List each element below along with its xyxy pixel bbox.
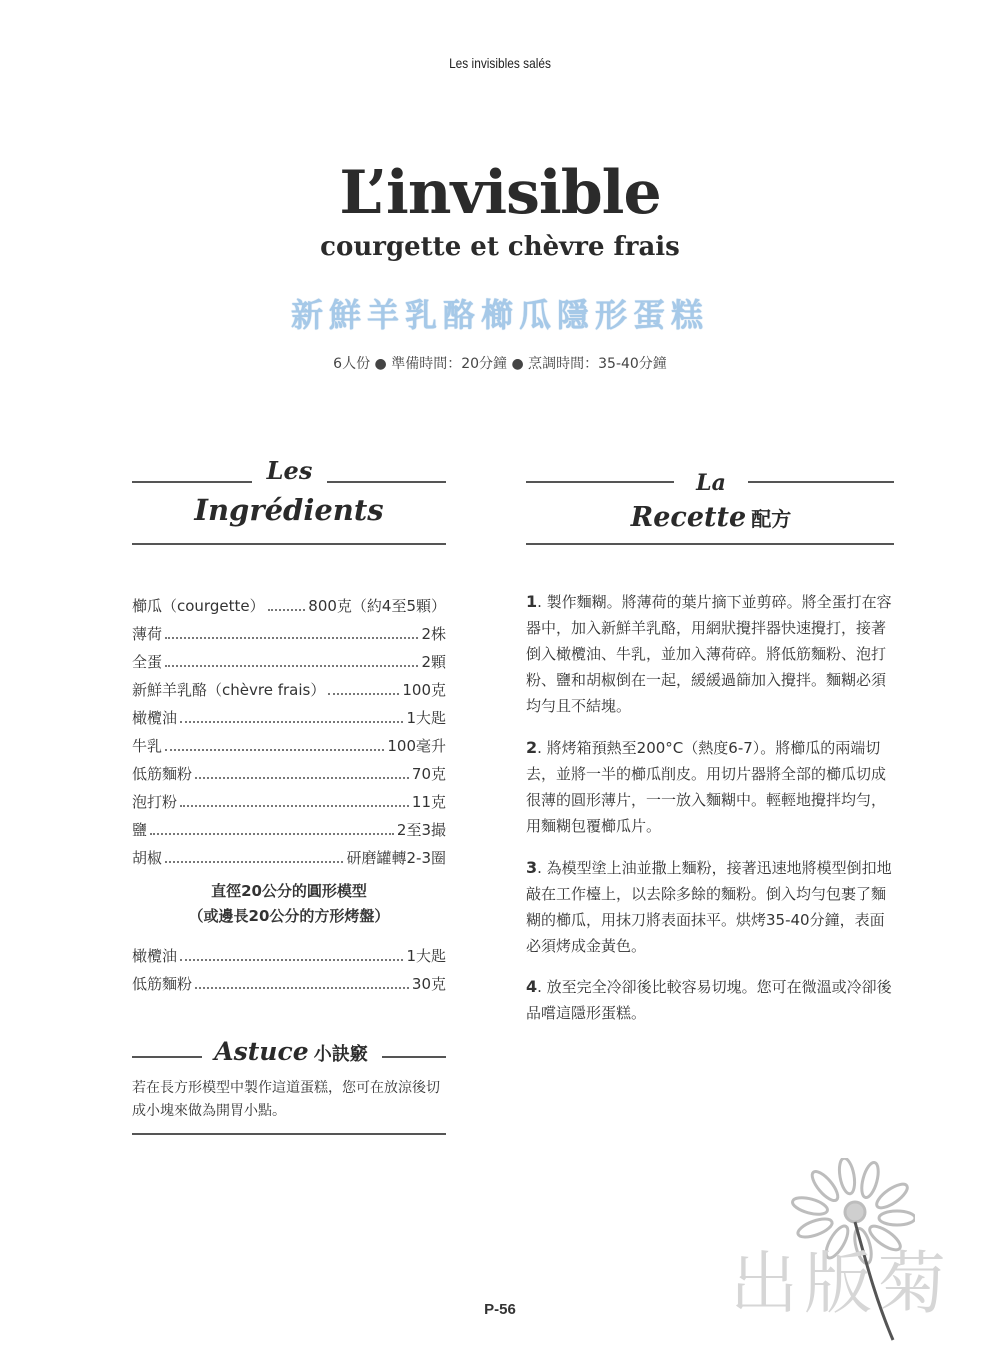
- ingredient-row: 胡椒 研磨罐轉2-3圈: [132, 849, 446, 867]
- recipe-step: 4. 放至完全冷卻後比較容易切塊。您可在微溫或冷卻後品嚐這隱形蛋糕。: [526, 977, 892, 1022]
- tip-heading-main: Astuce: [214, 1037, 309, 1066]
- ingredient-row: 薄荷 2株: [132, 625, 446, 643]
- recipe-heading-small: La: [696, 470, 726, 496]
- mold-ingredient-row: 橄欖油 1大匙: [132, 947, 446, 965]
- ingredient-row: 橄欖油 1大匙: [132, 709, 446, 727]
- ingredient-row: 低筋麵粉 70克: [132, 765, 446, 783]
- mold-ingredient-row: 低筋麵粉 30克: [132, 975, 446, 993]
- tip-text: 若在長方形模型中製作這道蛋糕，您可在放涼後切成小塊來做為開胃小點。: [132, 1080, 440, 1119]
- recipe-heading-zh: 配方: [751, 507, 792, 531]
- recipe-heading-rule-right: [748, 481, 894, 483]
- publisher-watermark: 出版菊: [730, 1245, 953, 1324]
- ingredient-row: 櫛瓜（courgette） 800克（約4至5顆）: [132, 597, 446, 615]
- recipe-heading: [526, 502, 896, 533]
- recipe-subtitle: courgette et chèvre frais: [320, 232, 680, 262]
- tip-rule-right: [382, 1056, 446, 1058]
- mold-line-2: （或邊長20公分的方形烤盤）: [188, 907, 390, 925]
- recipe-title: L’invisible: [339, 158, 661, 228]
- recipe-heading-rule-left: [526, 481, 674, 483]
- tip-rule-left: [132, 1056, 202, 1058]
- ingredient-row: 泡打粉 11克: [132, 793, 446, 811]
- recipe-heading-underline: [526, 543, 894, 545]
- recipe-title-zh: 新鮮羊乳酪櫛瓜隱形蛋糕: [290, 296, 709, 334]
- page-number: P-56: [484, 1301, 516, 1318]
- recipe-meta: 6人份 ● 準備時間：20分鐘 ● 烹調時間：35-40分鐘: [333, 356, 667, 372]
- tip-heading: [200, 1037, 382, 1066]
- ingredient-row: 新鮮羊乳酪（chèvre frais） 100克: [132, 681, 446, 699]
- ingredient-row: 牛乳 100毫升: [132, 737, 446, 755]
- recipe-step: 2. 將烤箱預熱至200°C（熱度6-7）。將櫛瓜的兩端切去，並將一半的櫛瓜削皮。用切片器將全部的櫛瓜切成很薄的圓形薄片，一一放入麵糊中。輕輕地攪拌均勻，用麵糊包覆櫛瓜片。: [526, 738, 887, 835]
- ingredients-heading-rule-right: [327, 481, 446, 483]
- mold-line-1: 直徑20公分的圓形模型: [211, 882, 367, 900]
- ingredients-heading-rule-left: [132, 481, 252, 483]
- ingredients-heading-underline: [132, 543, 446, 545]
- ingredient-row: 鹽 2至3撮: [132, 821, 446, 839]
- ingredients-heading: Ingrédients: [194, 493, 384, 527]
- recipe-step: 3. 為模型塗上油並撒上麵粉，接著迅速地將模型倒扣地敲在工作檯上，以去除多餘的麵粉。倒入均勻包裹了麵糊的櫛瓜，用抹刀將表面抹平。烘烤35-40分鐘，表面必須烤成金黃色。: [526, 858, 892, 955]
- running-header: Les invisibles salés: [449, 55, 551, 71]
- recipe-step: 1. 製作麵糊。將薄荷的葉片摘下並剪碎。將全蛋打在容器中，加入新鮮羊乳酪，用網狀攪拌器快速攪打，接著倒入橄欖油、牛乳，並加入薄荷碎。將低筋麵粉、泡打粉、鹽和胡椒倒在一起，緩緩過篩加入攪拌。麵糊必須均勻且不結塊。: [526, 592, 892, 715]
- recipe-heading-main: Recette: [630, 502, 747, 533]
- ingredient-row: 全蛋 2顆: [132, 653, 446, 671]
- ingredients-heading-small: Les: [266, 456, 313, 485]
- tip-heading-zh: 小訣竅: [313, 1044, 368, 1065]
- tip-underline: [132, 1133, 446, 1135]
